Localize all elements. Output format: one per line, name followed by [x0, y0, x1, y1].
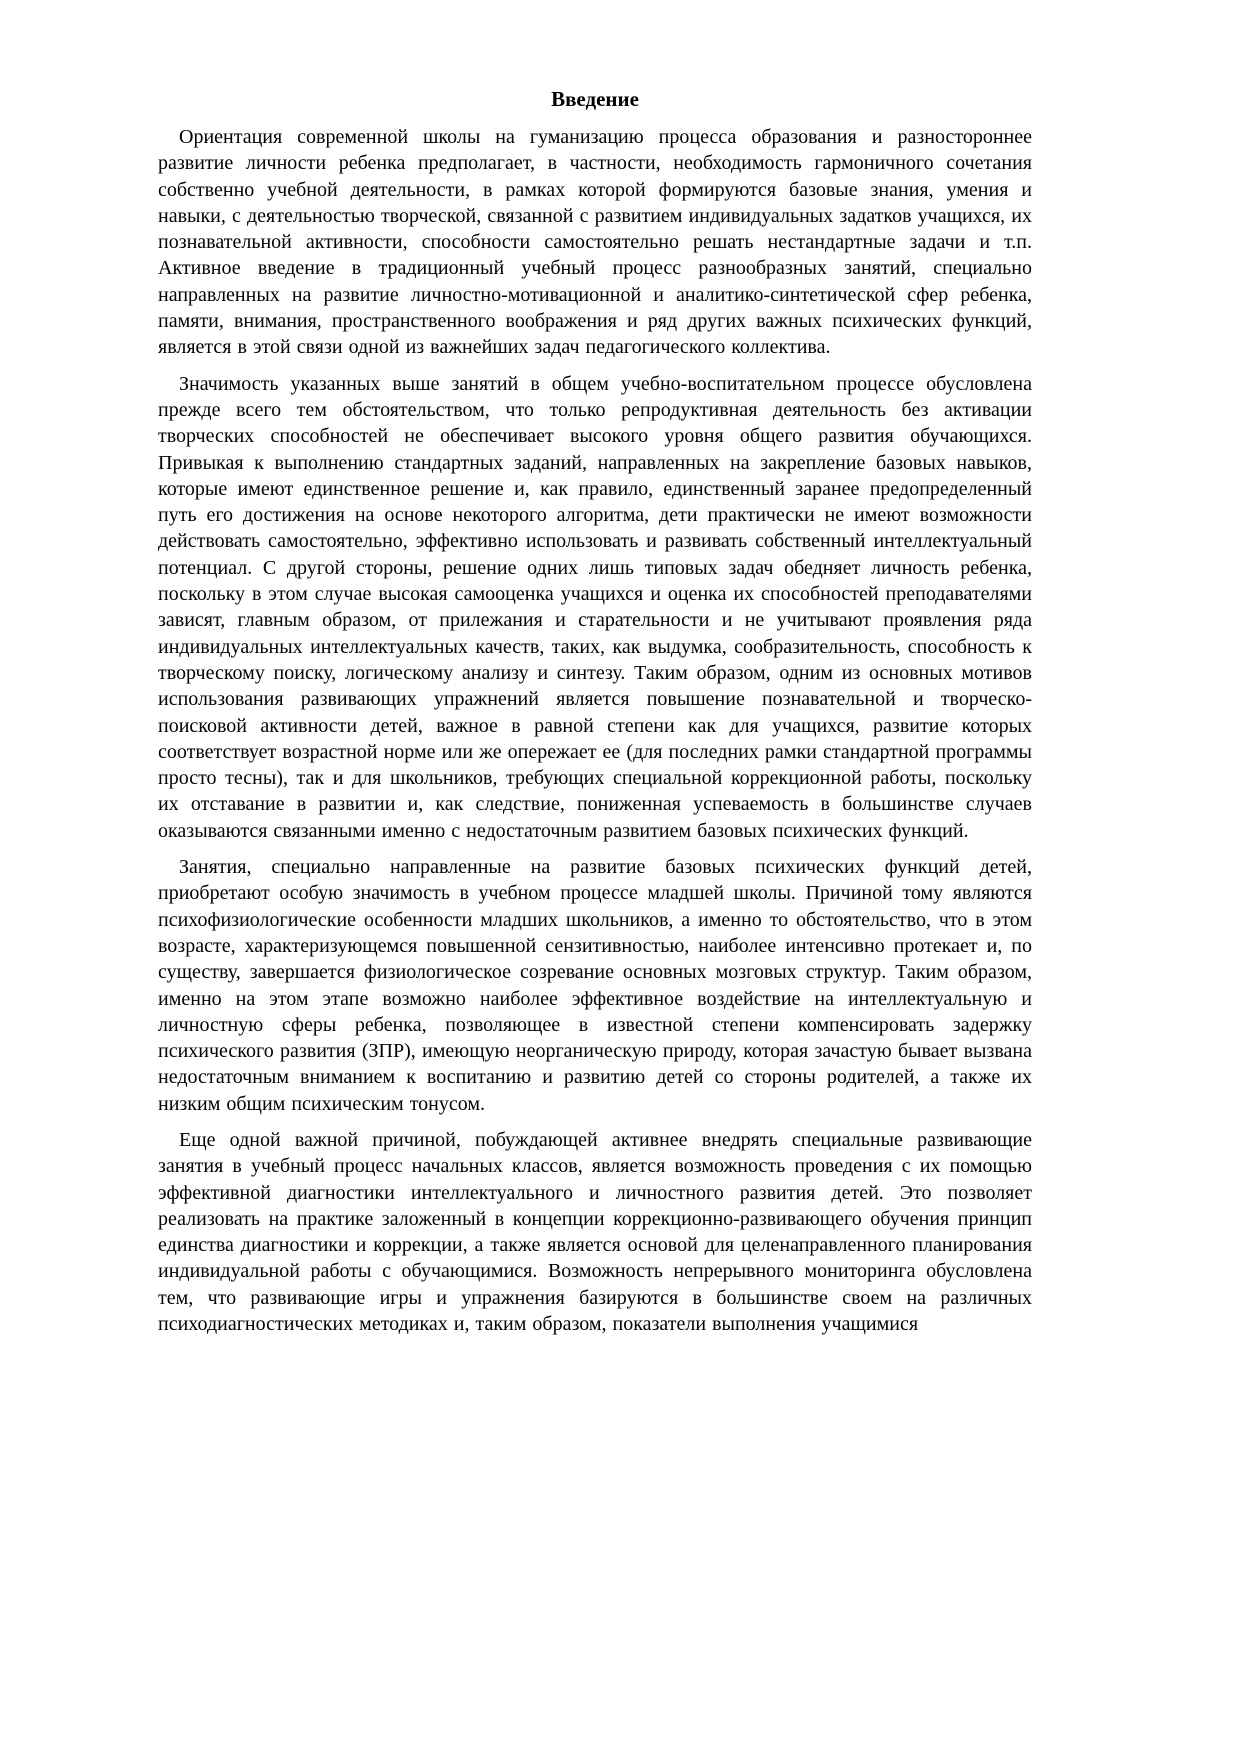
paragraph-intro-1: Ориентация современной школы на гуманизацию процесса образования и разностороннее развитие личности ребенка предполагает, в частности, необходимость гармоничного сочетания собственно учебной деятельности, в рамках которой формируются базовые знания, умения и навыки, с деятельностью творческой, связанной с развитием индивидуальных задатков учащихся, их познавательной активности, способности самостоятельно решать нестандартные задачи и т.п. Активное введение в традиционный учебный процесс разнообразных занятий, специально направленных на развитие личностно-мотивационной и аналитико-синтетической сфер ребенка, памяти, внимания, пространственного воображения и ряд других важных психических функций, является в этой связи одной из важнейших задач педагогического коллектива. [158, 126, 1032, 359]
paragraph-intro-2: Значимость указанных выше занятий в общем учебно-воспитательном процессе обусловлена прежде всего тем обстоятельством, что только репродуктивная деятельность без активации творческих способностей не обеспечивает высокого уровня общего развития обучающихся. Привыкая к выполнению стандартных заданий, направленных на закрепление базовых навыков, которые имеют единственное решение и, как правило, единственный заранее предопределенный путь его достижения на основе некоторого алгоритма, дети практически не имеют возможности действовать самостоятельно, эффективно использовать и развивать собственный интеллектуальный потенциал. С другой стороны, решение одних лишь типовых задач обедняет личность ребенка, поскольку в этом случае высокая самооценка учащихся и оценка их способностей преподавателями зависят, главным образом, от прилежания и старательности и не учитывают проявления ряда индивидуальных интеллектуальных качеств, таких, как выдумка, сообразительность, способность к творческому поиску, логическому анализу и синтезу. Таким образом, одним из основных мотивов использования развивающих упражнений является повышение познавательной и творческо-поисковой активности детей, важное в равной степени как для учащихся, развитие которых соответствует возрастной норме или же опережает ее (для последних рамки стандартной программы просто тесны), так и для школьников, требующих специальной коррекционной работы, поскольку их отставание в развитии и, как следствие, пониженная успеваемость в большинстве случаев оказываются связанными именно с недостаточным развитием базовых психических функций. [158, 372, 1032, 842]
paragraph-intro-4: Еще одной важной причиной, побуждающей активнее внедрять специальные развивающие занятия в учебный процесс начальных классов, является возможность проведения с их помощью эффективной диагностики интеллектуального и личностного развития детей. Это позволяет реализовать на практике заложенный в концепции коррекционно-развивающего обучения принцип единства диагностики и коррекции, а также является основой для целенаправленного планирования индивидуальной работы с обучающимися. Возможность непрерывного мониторинга обусловлена тем, что развивающие игры и упражнения базируются в большинстве своем на различных психодиагностических методиках и, таким образом, показатели выполнения учащимися [158, 1128, 1032, 1336]
paragraph-intro-3: Занятия, специально направленные на развитие базовых психических функций детей, приобретают особую значимость в учебном процессе младшей школы. Причиной тому являются психофизиологические особенности младших школьников, а именно то обстоятельство, что в этом возрасте, характеризующемся повышенной сензитивностью, наиболее интенсивно протекает и, по существу, завершается физиологическое созревание основных мозговых структур. Таким образом, именно на этом этапе возможно наиболее эффективное воздействие на интеллектуальную и личностную сферы ребенка, позволяющее в известной степени компенсировать задержку психического развития (ЗПР), имеющую неорганическую природу, которая зачастую бывает вызвана недостаточным вниманием к воспитанию и развитию детей со стороны родителей, а также их низким общим психическим тонусом. [158, 856, 1032, 1115]
page-title: Введение [551, 87, 639, 111]
